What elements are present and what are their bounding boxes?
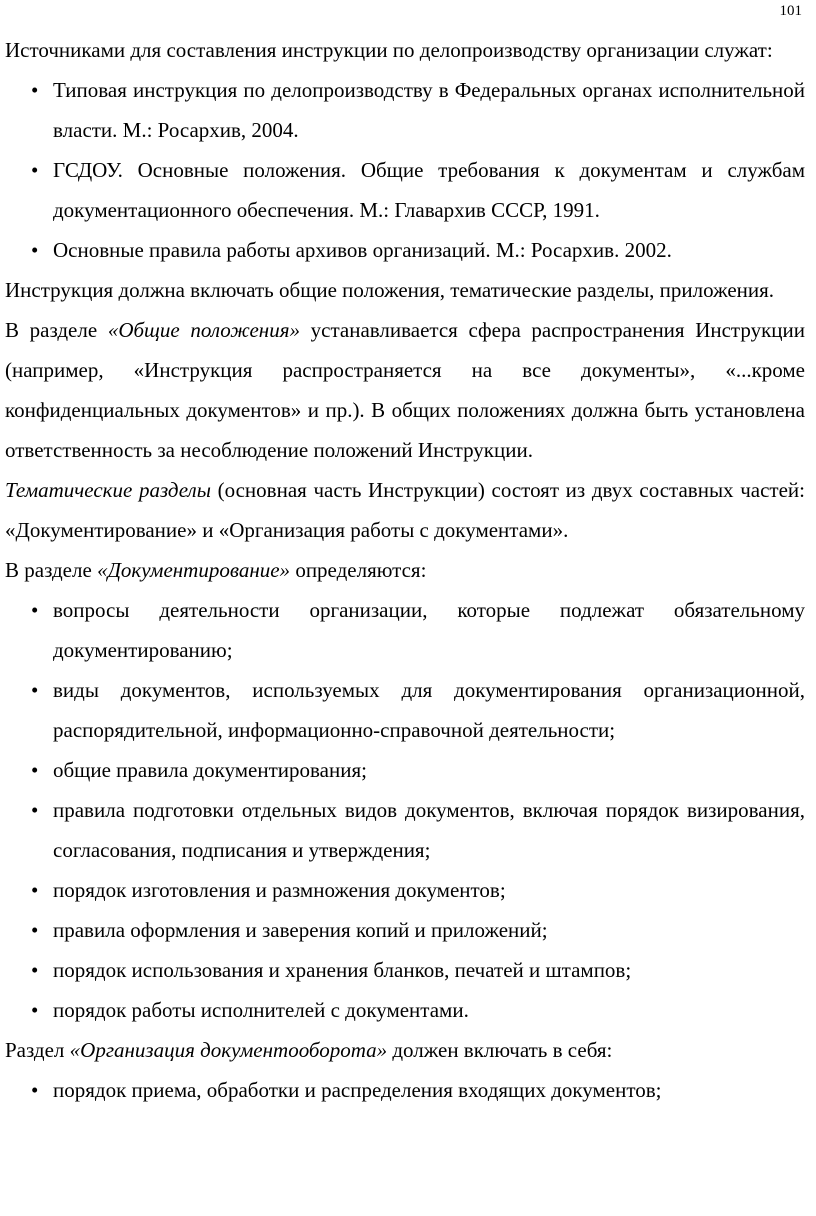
bullet-icon: • [31,78,39,102]
list-item: • порядок работы исполнителей с документами. [5,990,805,1030]
list-item: • ГСДОУ. Основные положения. Общие требования к документам и службам документационного обеспечения. М.: Главархив СССР, 1991. [5,150,805,230]
bullet-icon: • [31,158,39,182]
paragraph-sources-intro: Источниками для составления инструкции по делопроизводству организации служат: [5,38,773,62]
bullet-icon: • [31,598,39,622]
list-item: • порядок изготовления и размножения документов; [5,870,805,910]
bullet-icon: • [31,238,39,262]
bullet-icon: • [31,1078,39,1102]
list-item: • общие правила документирования; [5,750,805,790]
list-item: • вопросы деятельности организации, которые подлежат обязательному документированию; [5,590,805,670]
list-item: • порядок использования и хранения бланков, печатей и штампов; [5,950,805,990]
paragraph-thematic-sections: Тематические разделы (основная часть Инструкции) состоят из двух составных частей: «Документирование» и «Организация работы с документами». [5,478,805,542]
page-number: 101 [779,3,802,19]
list-item: • правила оформления и заверения копий и приложений; [5,910,805,950]
list-item: • Типовая инструкция по делопроизводству в Федеральных органах исполнительной власти. М.: Росархив, 2004. [5,70,805,150]
list-item: • правила подготовки отдельных видов документов, включая порядок визирования, согласования, подписания и утверждения; [5,790,805,870]
list-item: • Основные правила работы архивов организаций. М.: Росархив. 2002. [5,230,805,270]
documenting-list [5,590,805,1030]
paragraph-instruction-structure: Инструкция должна включать общие положения, тематические разделы, приложения. [5,278,775,302]
paragraph-documenting-intro: В разделе «Документирование» определяются: [5,558,427,582]
sources-list [5,70,805,270]
bullet-icon: • [31,878,39,902]
paragraph-docflow-intro: Раздел «Организация документооборота» должен включать в себя: [5,1038,613,1062]
bullet-icon: • [31,958,39,982]
bullet-icon: • [31,998,39,1022]
document-body [5,30,805,1110]
list-item: • виды документов, используемых для документирования организационной, распорядительной, информационно-справочной деятельности; [5,670,805,750]
bullet-icon: • [31,758,39,782]
bullet-icon: • [31,798,39,822]
bullet-icon: • [31,918,39,942]
bullet-icon: • [31,678,39,702]
docflow-list [5,1070,805,1110]
paragraph-general-provisions: В разделе «Общие положения» устанавливается сфера распространения Инструкции (например, «Инструкция распространяется на все документы», «...кроме конфиденциальных документов» и пр.). В общих положениях должна быть установлена ответственность за несоблюдение положений Инструкции. [5,318,806,462]
list-item: • порядок приема, обработки и распределения входящих документов; [5,1070,805,1110]
